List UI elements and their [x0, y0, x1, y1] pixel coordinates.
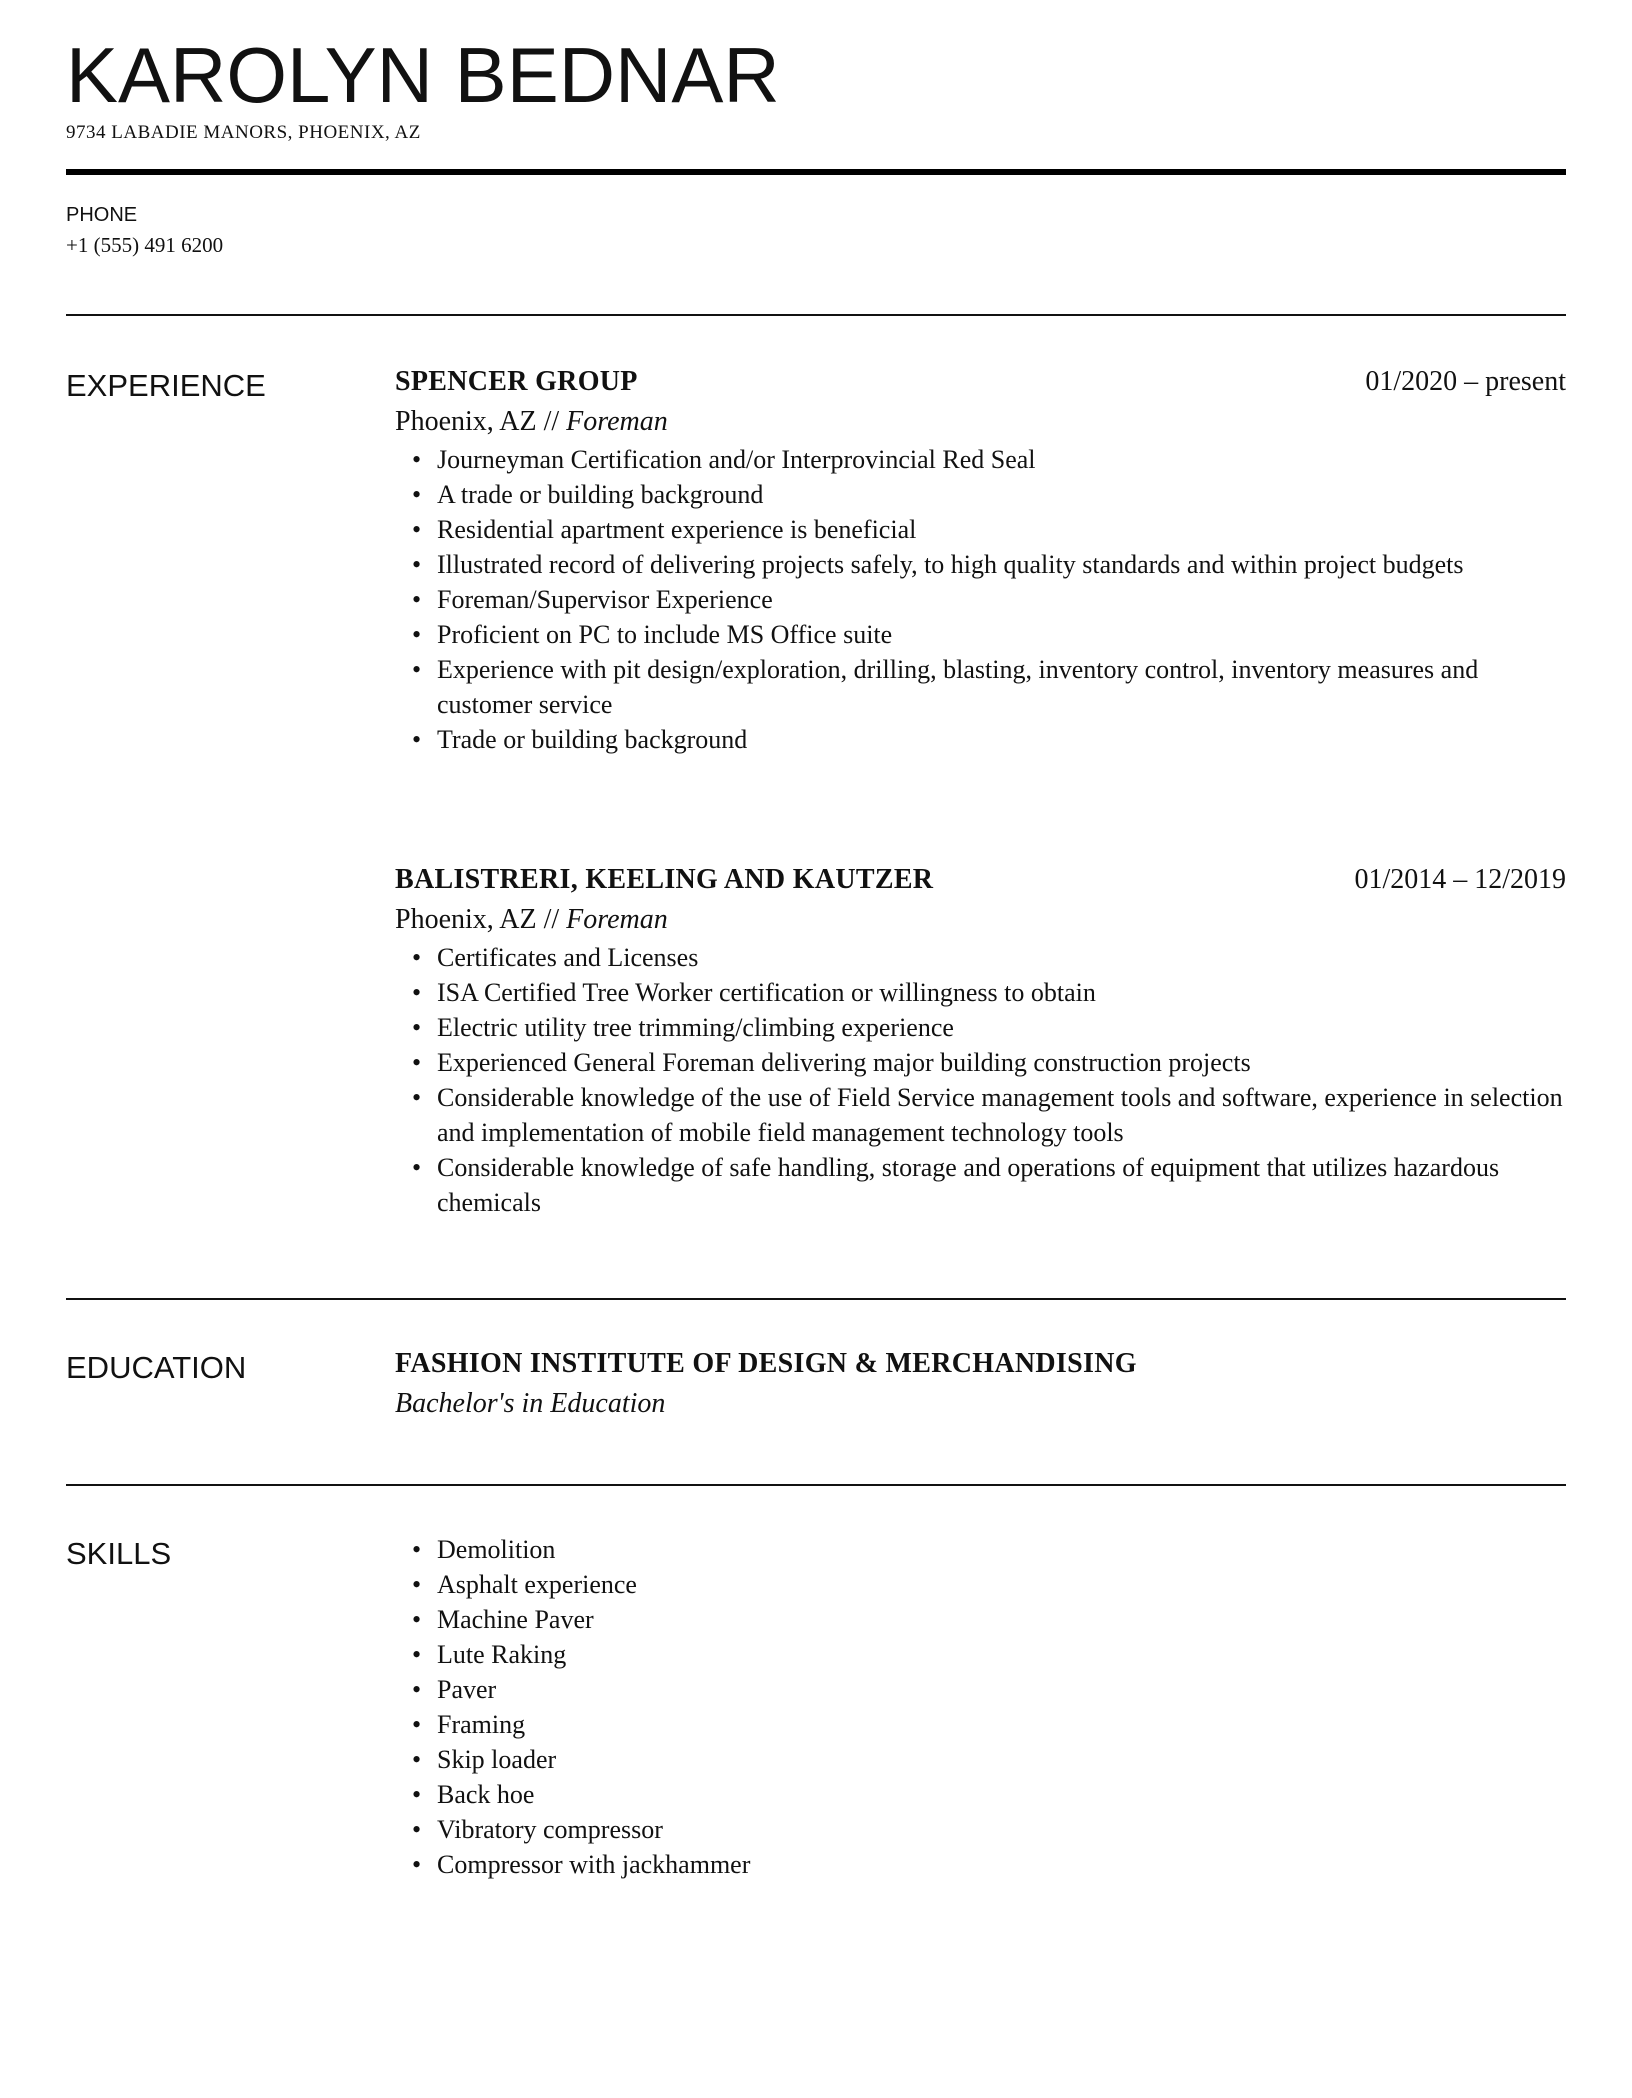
job-duties-list [395, 940, 1566, 1220]
list-item: • Framing [395, 1707, 1566, 1742]
list-item: • Lute Raking [395, 1637, 1566, 1672]
list-item: • ISA Certified Tree Worker certification or willingness to obtain [395, 975, 1566, 1010]
list-item: • Experience with pit design/exploration, drilling, blasting, inventory control, inventory measures and customer service [395, 652, 1566, 722]
list-item: • Back hoe [395, 1777, 1566, 1812]
job-location: Phoenix, AZ [395, 406, 537, 437]
job-location-role [395, 900, 1566, 940]
job-dates: 01/2020 – present [1365, 366, 1566, 397]
job-separator: // [536, 904, 567, 935]
phone-label: PHONE [66, 204, 138, 226]
list-item: • Experienced General Foreman delivering major building construction projects [395, 1045, 1566, 1080]
list-item: • Demolition [395, 1532, 1566, 1567]
section-divider [66, 1298, 1566, 1300]
job-duties-list [395, 442, 1566, 757]
list-item: • Skip loader [395, 1742, 1566, 1777]
job-header [395, 860, 1566, 900]
list-item: • Foreman/Supervisor Experience [395, 582, 1566, 617]
list-item: • Vibratory compressor [395, 1812, 1566, 1847]
header-divider [66, 169, 1566, 175]
list-item: • Residential apartment experience is beneficial [395, 512, 1566, 547]
education-section-title: EDUCATION [66, 1350, 247, 1385]
phone-value: +1 (555) 491 6200 [66, 233, 224, 257]
job-separator: // [536, 406, 567, 437]
skills-list [395, 1532, 1566, 1882]
skills-entry [395, 1532, 1566, 1882]
job-role: Foreman [566, 904, 668, 935]
job-location-role [395, 402, 1566, 442]
list-item: • Considerable knowledge of the use of Field Service management tools and software, experience in selection and implementation of mobile field management technology tools [395, 1080, 1566, 1150]
job-location: Phoenix, AZ [395, 904, 537, 935]
job-company: BALISTRERI, KEELING AND KAUTZER [395, 864, 934, 895]
job-role: Foreman [566, 406, 668, 437]
list-item: • Journeyman Certification and/or Interprovincial Red Seal [395, 442, 1566, 477]
job-company: SPENCER GROUP [395, 366, 638, 397]
education-school: FASHION INSTITUTE OF DESIGN & MERCHANDISING [395, 1348, 1137, 1379]
job-dates: 01/2014 – 12/2019 [1354, 864, 1566, 895]
list-item: • Illustrated record of delivering projects safely, to high quality standards and within project budgets [395, 547, 1566, 582]
list-item: • Compressor with jackhammer [395, 1847, 1566, 1882]
list-item: • Paver [395, 1672, 1566, 1707]
list-item: • Machine Paver [395, 1602, 1566, 1637]
list-item: • Considerable knowledge of safe handling, storage and operations of equipment that utilizes hazardous chemicals [395, 1150, 1566, 1220]
job-entry [395, 362, 1566, 757]
list-item: • Asphalt experience [395, 1567, 1566, 1602]
education-entry [395, 1344, 1566, 1424]
job-entry [395, 860, 1566, 1220]
candidate-name: KAROLYN BEDNAR [66, 31, 780, 119]
list-item: • Electric utility tree trimming/climbing experience [395, 1010, 1566, 1045]
list-item: • Trade or building background [395, 722, 1566, 757]
education-degree: Bachelor's in Education [395, 1388, 666, 1419]
candidate-address: 9734 LABADIE MANORS, PHOENIX, AZ [66, 122, 421, 143]
experience-section-title: EXPERIENCE [66, 368, 266, 403]
list-item: • Certificates and Licenses [395, 940, 1566, 975]
section-divider [66, 1484, 1566, 1486]
section-divider [66, 314, 1566, 316]
list-item: • Proficient on PC to include MS Office suite [395, 617, 1566, 652]
list-item: • A trade or building background [395, 477, 1566, 512]
job-header [395, 362, 1566, 402]
skills-section-title: SKILLS [66, 1536, 172, 1571]
